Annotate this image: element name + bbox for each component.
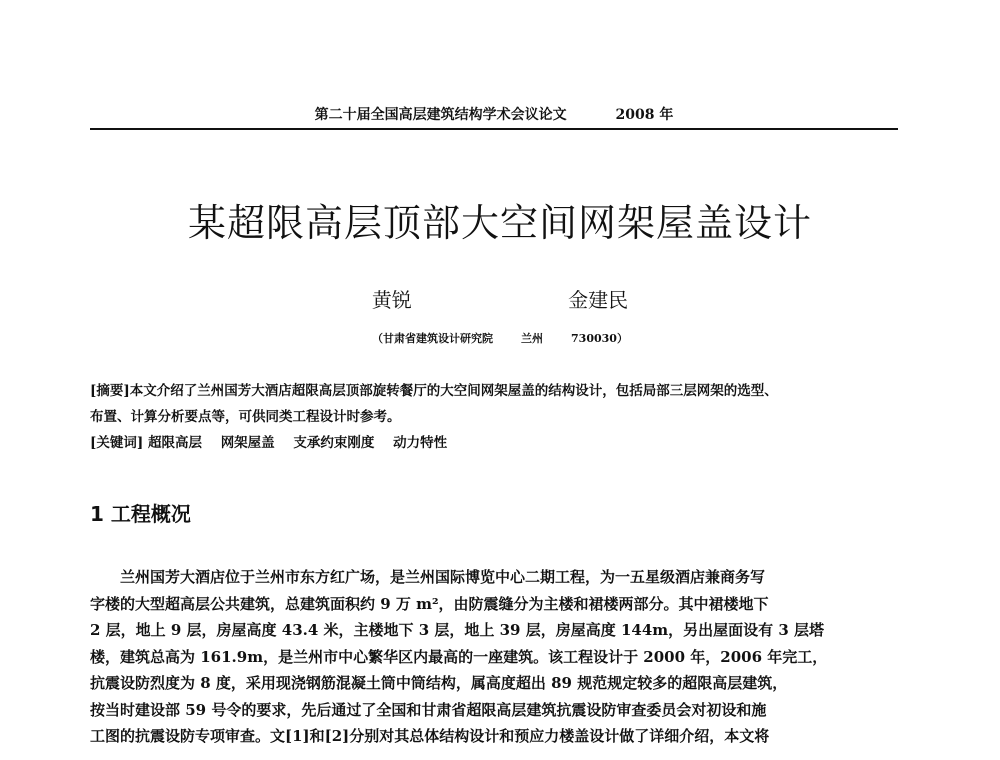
affiliation-institute: （甘肃省建筑设计研究院 bbox=[372, 332, 494, 345]
paper-title: 某超限高层顶部大空间网架屋盖设计 bbox=[187, 201, 812, 245]
conference-year: 2008 年 bbox=[615, 107, 674, 123]
author-2: 金建民 bbox=[568, 288, 629, 312]
abstract-line bbox=[90, 378, 900, 404]
section-body bbox=[90, 564, 902, 750]
conference-name: 第二十届全国高层建筑结构学术会议论文 bbox=[314, 107, 567, 123]
keyword-2: 网架屋盖 bbox=[220, 435, 275, 451]
header-rule bbox=[90, 128, 898, 130]
section-heading: 1 工程概况 bbox=[90, 502, 191, 526]
keyword-4: 动力特性 bbox=[393, 435, 448, 451]
keywords bbox=[90, 430, 900, 456]
abstract-text-1: 本文介绍了兰州国芳大酒店超限高层顶部旋转餐厅的大空间网架屋盖的结构设计，包括局部三层网架的选型、 bbox=[129, 383, 778, 399]
body-line-5: 抗震设防烈度为 8 度，采用现浇钢筋混凝土筒中筒结构，属高度超出 89 规范规定较多的超限高层建筑， bbox=[90, 674, 788, 692]
author-list bbox=[0, 284, 1000, 313]
affiliation-city: 兰州 bbox=[521, 332, 544, 345]
body-line-2: 字楼的大型超高层公共建筑，总建筑面积约 9 万 m²，由防震缝分为主楼和裙楼两部分。其中裙楼地下 bbox=[90, 594, 769, 613]
body-line-7: 工图的抗震设防专项审查。文[1]和[2]分别对其总体结构设计和预应力楼盖设计做了详细介绍，本文将 bbox=[90, 727, 770, 745]
author-1: 黄锐 bbox=[371, 288, 412, 312]
body-line-6: 按当时建设部 59 号令的要求，先后通过了全国和甘肃省超限高层建筑抗震设防审查委员会对初设和施 bbox=[90, 700, 767, 719]
abstract-text-2: 布置、计算分析要点等，可供同类工程设计时参考。 bbox=[90, 409, 401, 425]
affiliation-postcode: 730030） bbox=[571, 332, 628, 345]
running-header bbox=[90, 104, 898, 124]
body-line-4: 楼，建筑总高为 161.9m，是兰州市中心繁华区内最高的一座建筑。该工程设计于 2000 年，2006 年完工， bbox=[90, 647, 828, 666]
abstract-label: [摘要] bbox=[90, 383, 130, 399]
keyword-1: 超限高层 bbox=[147, 435, 202, 451]
affiliation bbox=[0, 330, 1000, 346]
keywords-label: [关键词] bbox=[90, 435, 144, 451]
abstract bbox=[90, 378, 900, 430]
keyword-3: 支承约束刚度 bbox=[293, 435, 375, 451]
body-line-1: 兰州国芳大酒店位于兰州市东方红广场，是兰州国际博览中心二期工程，为一五星级酒店兼商务写 bbox=[120, 568, 766, 586]
body-line-3: 2 层，地上 9 层，房屋高度 43.4 米，主楼地下 3 层，地上 39 层，房屋高度 144m，另出屋面设有 3 层塔 bbox=[90, 621, 825, 639]
